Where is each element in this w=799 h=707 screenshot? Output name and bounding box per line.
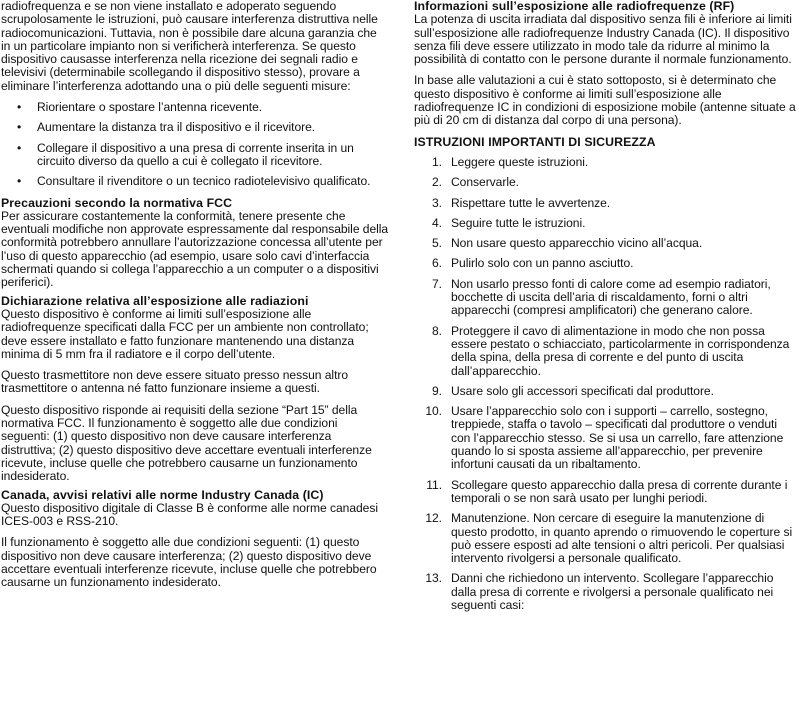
item-number: 2. — [432, 175, 442, 190]
fcc-precautions-paragraph: Per assicurare costantemente la conformità, tenere presente che eventuali modifiche non approvate espressamente dal responsabile della conformità potrebbero annullare l’autorizzazione concessa all’utente per l’uso di questo apparecchio (ad esempio, usare solo cavi d’interfaccia schermati quando si collega l’apparecchio a un computer o a dispositivi periferici). — [1, 208, 389, 290]
list-item: • Aumentare la distanza tra il dispositivo e il ricevitore. — [17, 120, 316, 135]
interference-measures-list — [1, 101, 389, 188]
list-item: 13. Danni che richiedono un intervento. Scollegare l’apparecchio dalla presa di corrente e rivolgersi a personale qualificato nei seguenti casi: — [414, 572, 799, 612]
fcc-part15-paragraph: Questo dispositivo risponde ai requisiti della sezione “Part 15” della normativa FCC. Il funzionamento è soggetto alle due condizioni seguenti: (1) questo dispositivo non deve causare interferenza distruttiva; (2) questo dispositivo deve accettare eventuali interferenze ricevute, incluse quelle che potrebbero causarne un funzionamento indesiderato. — [1, 402, 372, 484]
item-number: 11. — [426, 477, 442, 492]
intro-paragraph: radiofrequenza e se non viene installato e adoperato seguendo scrupolosamente le istruzioni, può causare interferenza distruttiva nelle radiocomunicazioni. Tuttavia, non è possibile dare alcuna garanzia che in un particolare impianto non si verificherà interferenza. Se questo dispositivo causasse interferenza nella ricezione dei segnali radio e televisivi (determinabile scollegando il dispositivo stesso), provare a eliminare l’interferenza adottando una o più delle seguenti misure: — [1, 0, 378, 93]
item-number: 3. — [432, 195, 442, 210]
bullet-icon: • — [17, 100, 22, 115]
list-item: 5. Non usare questo apparecchio vicino all’acqua. — [414, 237, 799, 250]
class-b-paragraph: Questo dispositivo digitale di Classe B è conforme alle norme canadesi ICES-003 e RSS-210. — [1, 500, 378, 529]
item-number: 13. — [425, 571, 442, 586]
rf-evaluation-paragraph: In base alle valutazioni a cui è stato sottoposto, si è determinato che questo dispositivo è conforme ai limiti sull’esposizione alle radiofrequenze IC in condizioni di esposizione mobile (antenne situate a più di 20 cm di distanza dal corpo di una persona). — [414, 73, 796, 128]
rf-output-paragraph: La potenza di uscita irradiata dal dispositivo senza fili è inferiore ai limiti sull’esposizione alle radiofrequenze Industry Canada (IC). Il dispositivo senza fili deve essere utilizzato in modo tale da ridurre al minimo la possibilità di contatto con le persone durante il normale funzionamento. — [414, 12, 792, 67]
list-item: 3. Rispettare tutte le avvertenze. — [414, 197, 799, 210]
item-number: 1. — [432, 154, 442, 169]
list-item: 12. Manutenzione. Non cercare di eseguire la manutenzione di questo prodotto, in quanto aprendo o rimuovendo le coperture si può essere esposti ad alte tensioni o altri pericoli. Per qualsiasi intervento rivolgersi a personale qualificato. — [414, 512, 799, 565]
list-item: 7. Non usarlo presso fonti di calore come ad esempio radiatori, bocchette di uscita dell’aria di riscaldamento, forni o altri apparecchi (compresi amplificatori) che generano calore. — [414, 278, 799, 318]
safety-instructions-list — [414, 156, 799, 612]
item-number: 10. — [425, 404, 442, 419]
list-item: 1. Leggere queste istruzioni. — [414, 156, 799, 169]
item-number: 5. — [432, 236, 442, 251]
industry-canada-heading: Canada, avvisi relativi alle norme Industry Canada (IC) — [1, 487, 324, 502]
list-item: 10. Usare l’apparecchio solo con i supporti – carrello, sostegno, treppiede, staffa o tavolo – specificati dal produttore o venduti con l’apparecchio stesso. Se si usa un carrello, fare attenzione quando lo si sposta assieme all’apparecchio, per prevenire infortuni causati da un ribaltamento. — [414, 405, 799, 471]
bullet-icon: • — [17, 140, 22, 155]
fcc-precautions-heading: Precauzioni secondo la normativa FCC — [1, 195, 233, 210]
list-item: 8. Proteggere il cavo di alimentazione in modo che non possa essere pestato o schiacciato, particolarmente in corrispondenza della spina, della presa di corrente e del punto di uscita dall’apparecchio. — [414, 325, 799, 378]
list-item: 11. Scollegare questo apparecchio dalla presa di corrente durante i temporali o se non sarà usato per lunghi periodi. — [414, 479, 799, 506]
item-number: 7. — [432, 276, 442, 291]
list-item: 2. Conservarle. — [414, 176, 799, 189]
radiation-exposure-paragraph: Questo dispositivo è conforme ai limiti sull’esposizione alle radiofrequenze specificati dalla FCC per un ambiente non controllato; deve essere installato e fatto funzionare mantenendo una distanza minima di 5 mm fra il radiatore e il corpo dell’utente. — [1, 306, 369, 361]
item-number: 4. — [432, 215, 442, 230]
bullet-icon: • — [17, 174, 22, 189]
list-item: • Riorientare o spostare l’antenna ricevente. — [17, 100, 263, 115]
item-number: 6. — [432, 256, 442, 271]
radiation-exposure-heading: Dichiarazione relativa all’esposizione alle radiazioni — [1, 293, 309, 308]
rf-exposure-heading: Informazioni sull’esposizione alle radiofrequenze (RF) — [414, 0, 735, 13]
item-number: 8. — [432, 323, 442, 338]
item-number: 12. — [425, 511, 442, 526]
bullet-icon: • — [17, 120, 22, 135]
list-item: 6. Pulirlo solo con un panno asciutto. — [414, 257, 799, 270]
right-column — [414, 0, 799, 619]
list-item: 4. Seguire tutte le istruzioni. — [414, 217, 799, 230]
list-item: • Collegare il dispositivo a una presa di corrente inserita in un circuito diverso da quello a cui è collegato il ricevitore. — [17, 140, 354, 168]
list-item: 9. Usare solo gli accessori specificati dal produttore. — [414, 385, 799, 398]
safety-instructions-heading: ISTRUZIONI IMPORTANTI DI SICUREZZA — [414, 134, 656, 149]
left-column — [1, 0, 389, 598]
ic-conditions-paragraph: Il funzionamento è soggetto alle due condizioni seguenti: (1) questo dispositivo non deve causare interferenza; (2) questo dispositivo deve accettare eventuali interferenze ricevute, incluse quelle che potrebbero causarne un funzionamento indesiderato. — [1, 535, 377, 590]
list-item: • Consultare il rivenditore o un tecnico radiotelevisivo qualificato. — [17, 174, 371, 189]
item-number: 9. — [432, 383, 442, 398]
transmitter-paragraph: Questo trasmettitore non deve essere situato presso nessun altro trasmettitore o antenna né fatto funzionare insieme a questi. — [1, 368, 349, 396]
